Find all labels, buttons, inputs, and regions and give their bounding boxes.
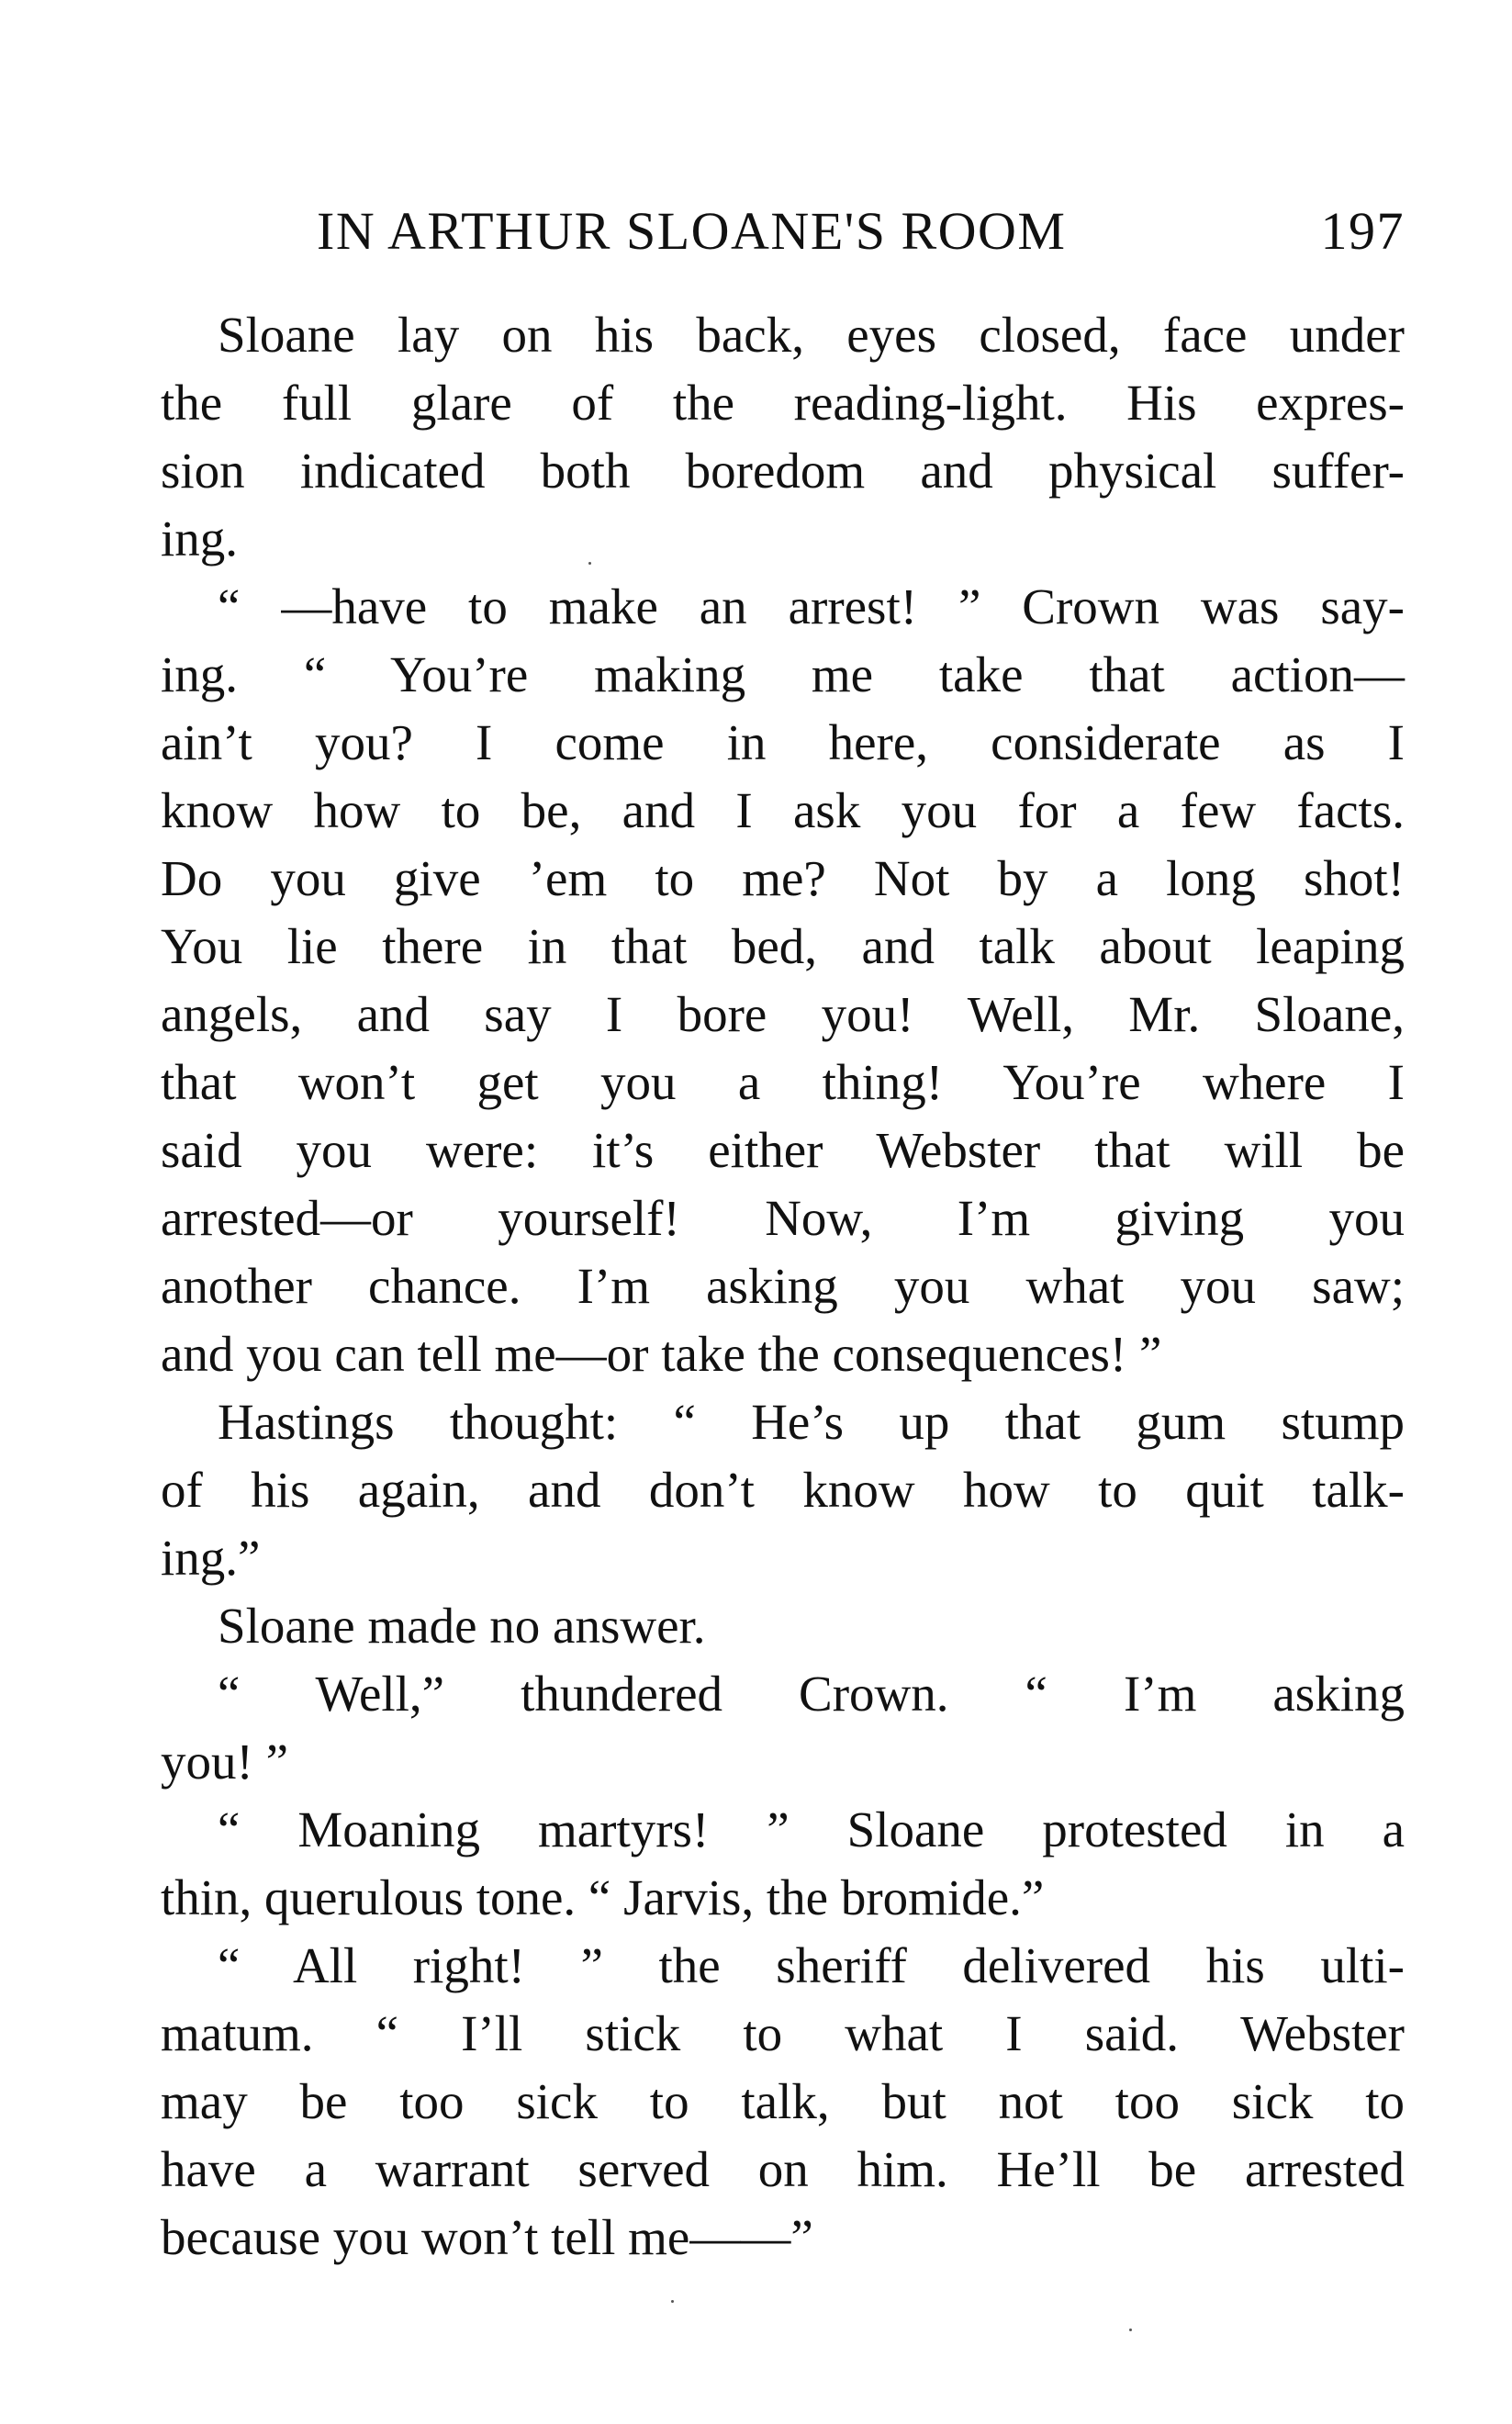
text-line: Do you give ’em to me? Not by a long shot! (161, 850, 1405, 906)
text-line: Sloane lay on his back, eyes closed, face under (218, 307, 1405, 363)
text-line: “ Well,” thundered Crown. “ I’m asking (218, 1666, 1405, 1722)
text-line: Hastings thought: “ He’s up that gum stump (218, 1394, 1405, 1450)
text-line: may be too sick to talk, but not too sick to (161, 2073, 1405, 2129)
text-line: know how to be, and I ask you for a few facts. (161, 782, 1405, 838)
text-line: have a warrant served on him. He’ll be arrested (161, 2141, 1405, 2197)
text-line: because you won’t tell me——” (161, 2209, 813, 2265)
text-line: Sloane made no answer. (218, 1598, 706, 1654)
text-line: “ Moaning martyrs! ” Sloane protested in a (218, 1801, 1405, 1857)
paragraph (161, 573, 1405, 1388)
paragraph (161, 1660, 1405, 1796)
paragraph (161, 1388, 1405, 1592)
paragraph (161, 1796, 1405, 1932)
paragraph (161, 301, 1405, 573)
text-line: matum. “ I’ll stick to what I said. Webster (161, 2005, 1405, 2061)
print-speck (1129, 2329, 1132, 2331)
print-speck (588, 562, 591, 565)
paragraph (161, 1592, 1405, 1660)
text-line: You lie there in that bed, and talk about leaping (161, 918, 1405, 974)
text-line: ing. (161, 511, 239, 567)
body-text (161, 301, 1405, 2272)
text-line: angels, and say I bore you! Well, Mr. Sloane, (161, 986, 1405, 1042)
chapter-title: IN ARTHUR SLOANE'S ROOM (317, 201, 1067, 261)
text-line: thin, querulous tone. “ Jarvis, the bromide.” (161, 1869, 1045, 1925)
page-number: 197 (1320, 201, 1405, 261)
paragraph (161, 1932, 1405, 2272)
text-line: you! ” (161, 1734, 288, 1790)
text-line: another chance. I’m asking you what you saw; (161, 1258, 1405, 1314)
text-line: ain’t you? I come in here, considerate as I (161, 714, 1405, 770)
running-head (161, 200, 1405, 264)
text-line: and you can tell me—or take the consequences! ” (161, 1326, 1162, 1382)
text-line: arrested—or yourself! Now, I’m giving you (161, 1190, 1405, 1246)
text-line: sion indicated both boredom and physical suffer- (161, 443, 1405, 499)
text-line: that won’t get you a thing! You’re where I (161, 1054, 1405, 1110)
text-line: ing. “ You’re making me take that action— (161, 646, 1405, 702)
text-line: the full glare of the reading-light. His expres- (161, 375, 1405, 431)
text-line: of his again, and don’t know how to quit talk- (161, 1462, 1405, 1518)
text-line: “ —have to make an arrest! ” Crown was say- (218, 578, 1405, 634)
text-line: said you were: it’s either Webster that will be (161, 1122, 1405, 1178)
print-speck (671, 2300, 674, 2303)
text-line: “ All right! ” the sheriff delivered his ulti- (218, 1937, 1405, 1993)
text-line: ing.” (161, 1530, 261, 1586)
